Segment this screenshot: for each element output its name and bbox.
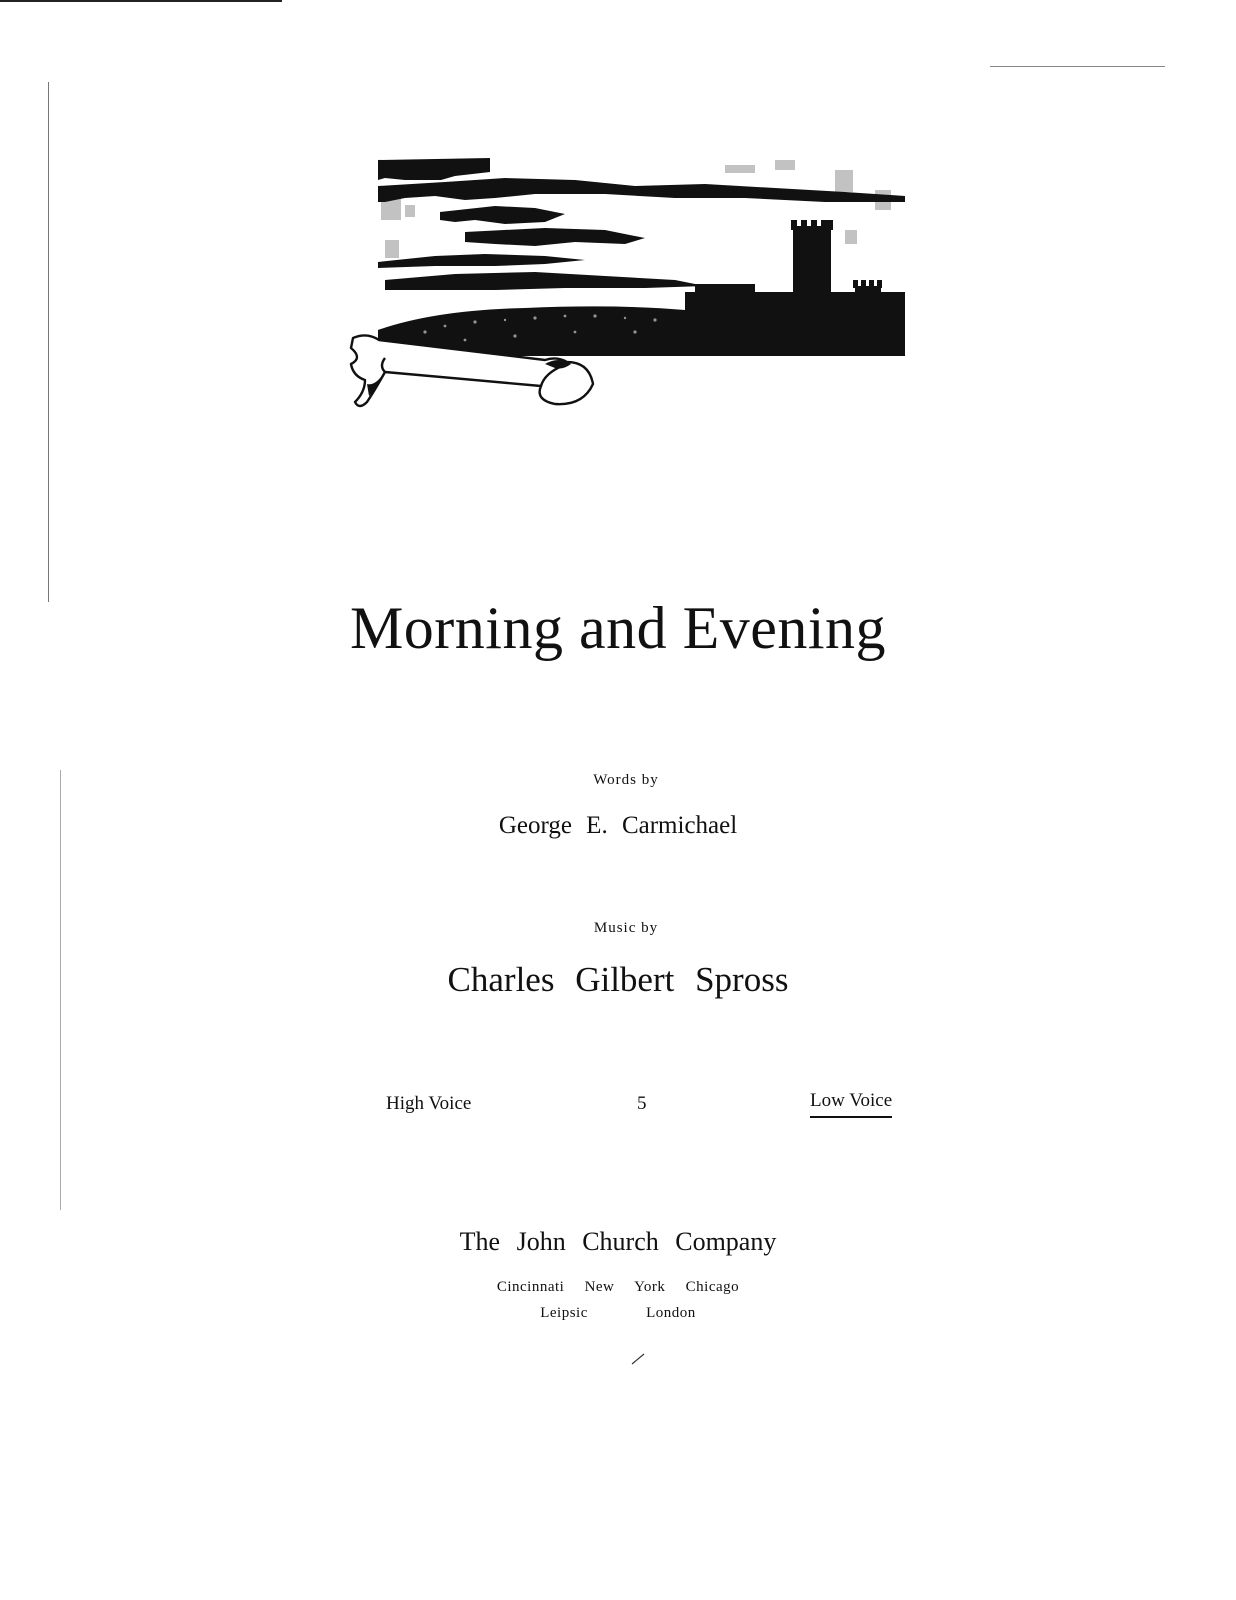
composer-name: Charles Gilbert Spross xyxy=(447,960,789,999)
high-voice-edition: High Voice xyxy=(386,1093,472,1114)
song-title: Morning and Evening xyxy=(349,595,887,661)
words-by-label: Words by xyxy=(593,772,659,788)
lyricist-name: George E. Carmichael xyxy=(498,812,738,839)
low-voice-edition: Low Voice xyxy=(810,1090,892,1118)
publisher-cities-line-1: Cincinnati New York Chicago xyxy=(496,1279,740,1295)
catalog-number: 5 xyxy=(637,1093,647,1114)
publisher-name: The John Church Company xyxy=(459,1227,777,1256)
publisher-cities-line-2: Leipsic London xyxy=(540,1305,696,1321)
music-by-label: Music by xyxy=(593,920,659,936)
scan-edge-left xyxy=(48,82,49,602)
scan-edge-top-left xyxy=(0,0,282,2)
stray-mark-icon xyxy=(630,1352,646,1366)
castle-sunset-vignette-icon xyxy=(345,150,925,420)
scan-edge-top-right xyxy=(990,66,1165,67)
